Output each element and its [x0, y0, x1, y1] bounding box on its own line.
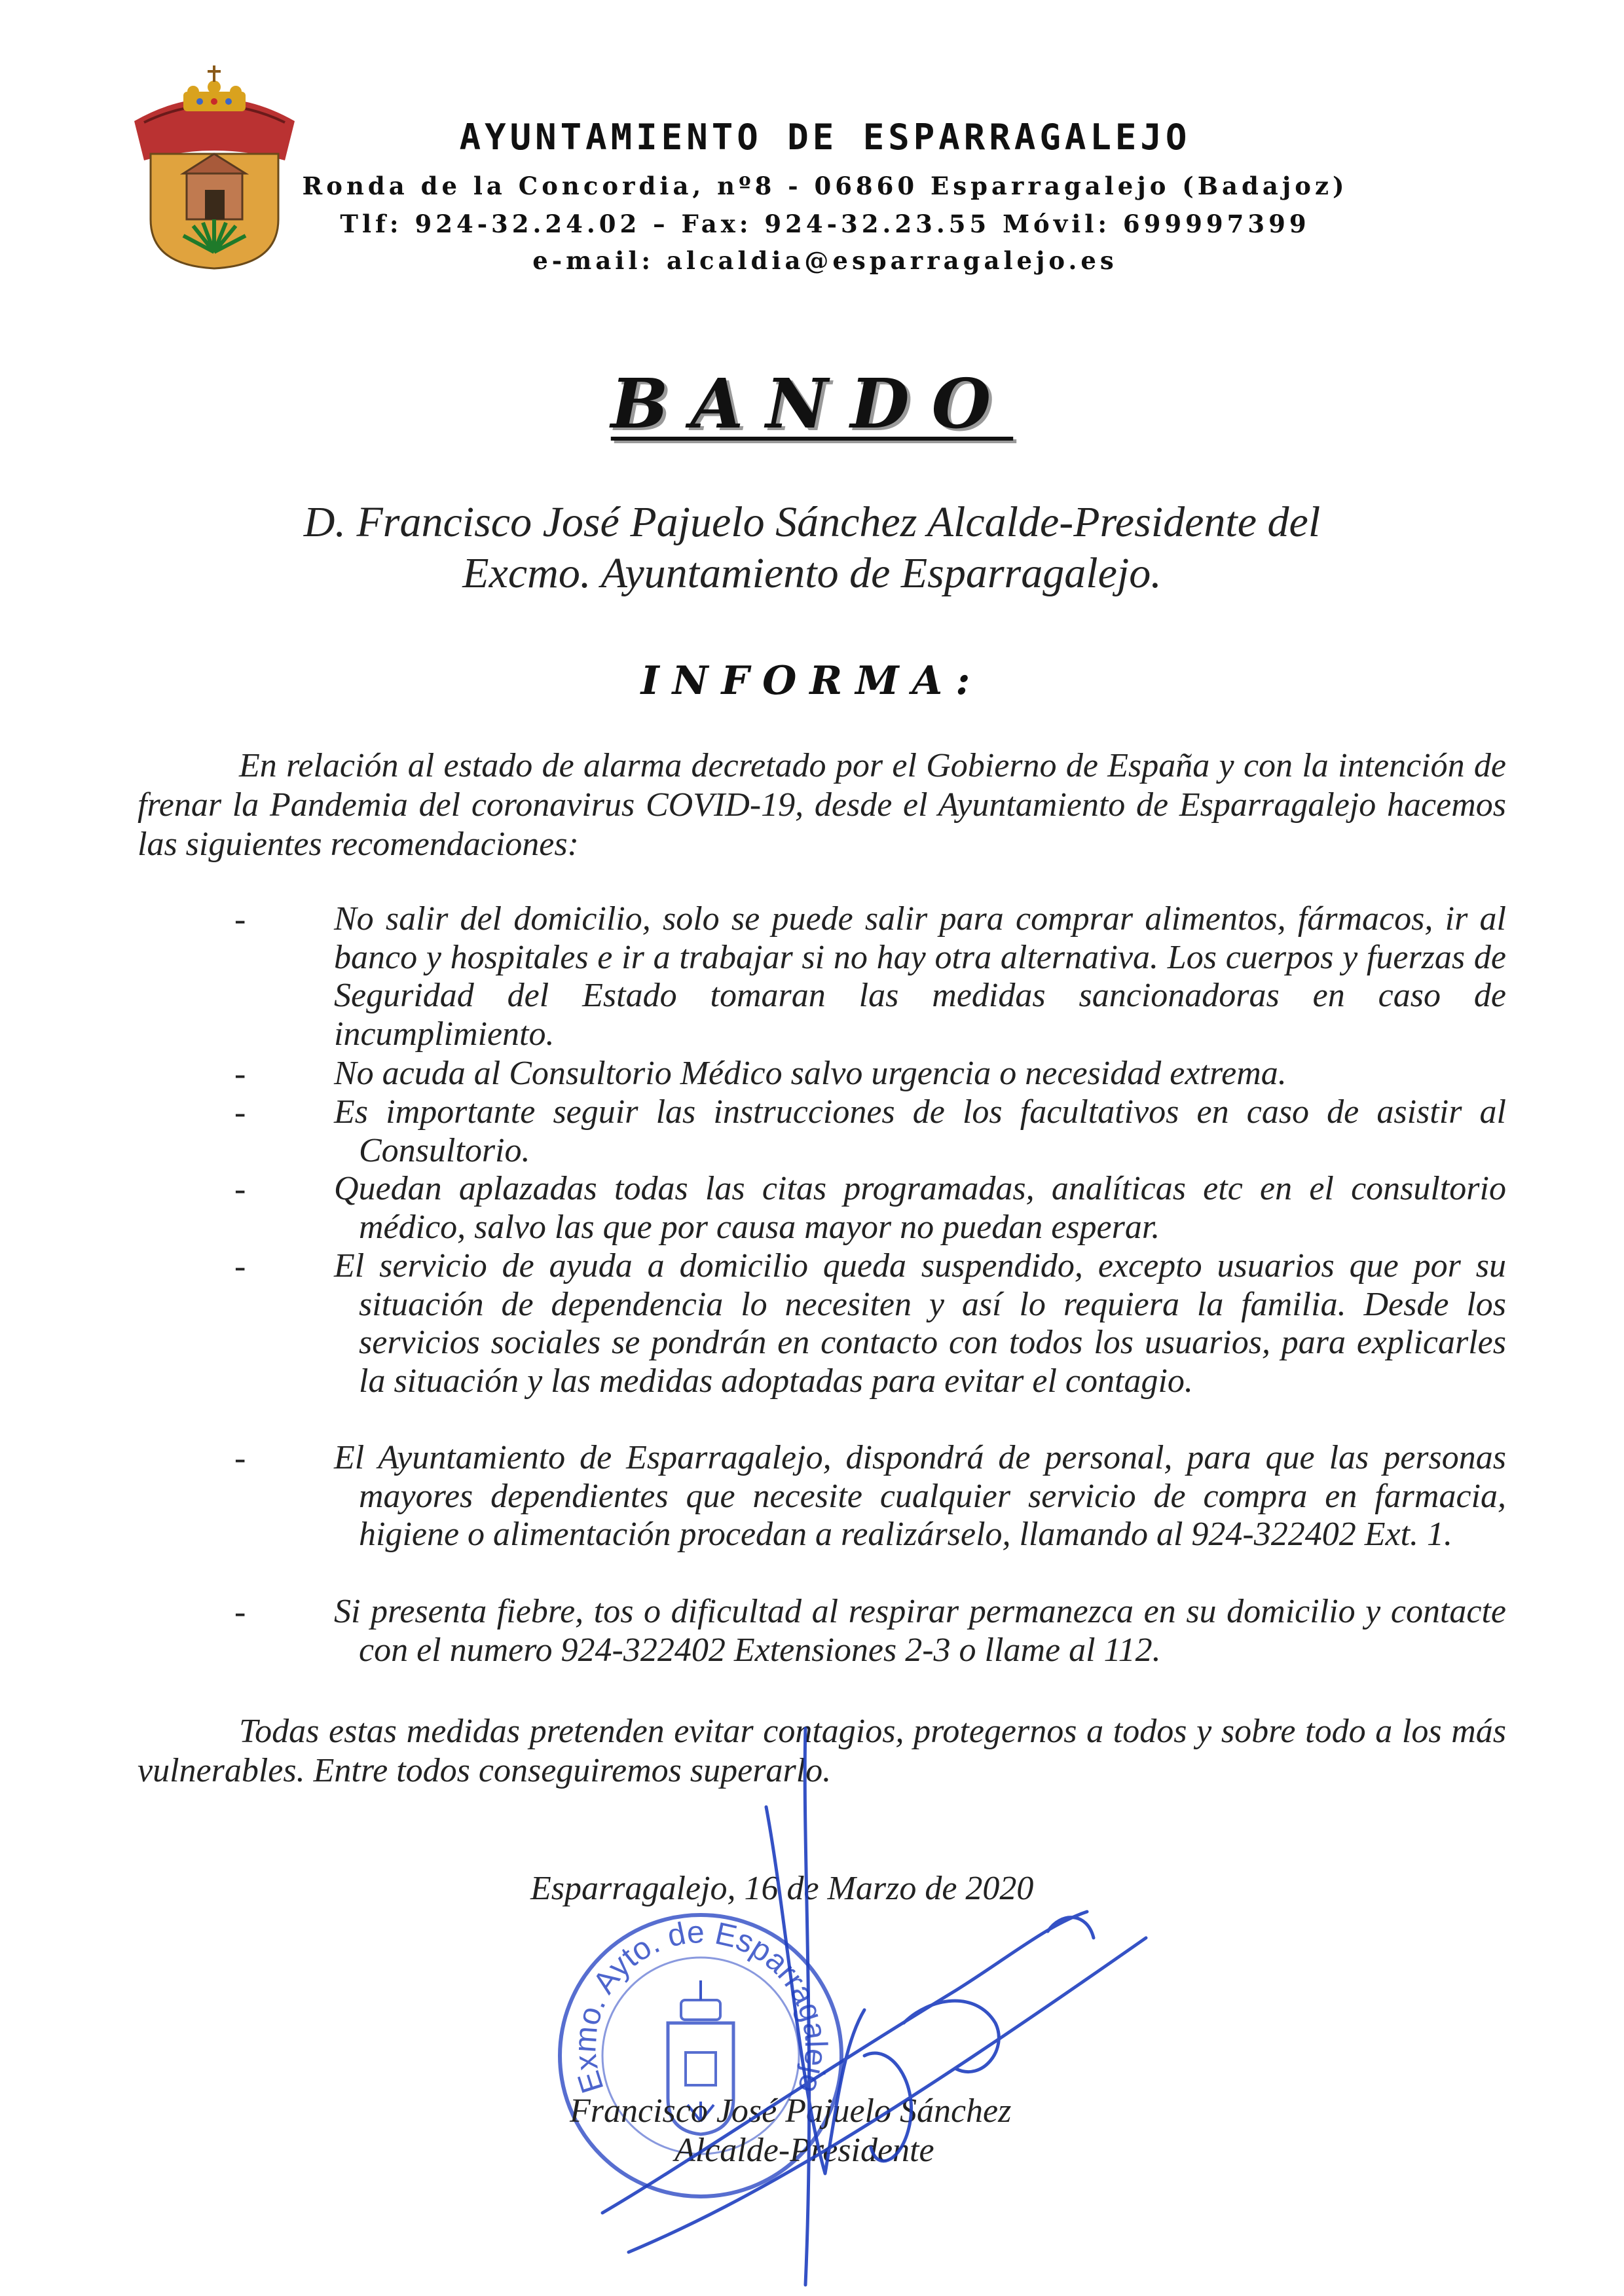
- list-item-text: Si presenta fiebre, tos o dificultad al respirar permanezca en su domicilio y contacte con el numero 924-322402 Extensiones 2-3 o llame al 112.: [334, 1593, 1506, 1669]
- list-item-text: El servicio de ayuda a domicilio queda suspendido, excepto usuarios que por su situación de dependencia lo necesiten y así lo requiera la familia. Desde los servicios sociales se pondrán en contacto con todos los usuarios, para explicarles la situación y las medidas adoptadas para evitar el contagio.: [334, 1247, 1506, 1400]
- signer-name: Francisco José Pajuelo Sánchez: [570, 2092, 1012, 2130]
- handwritten-signature-icon: [589, 1715, 1179, 2291]
- list-marker: -: [234, 1440, 246, 1477]
- coat-of-arms-icon: [121, 62, 308, 272]
- issuer-line-1: D. Francisco José Pajuelo Sánchez Alcalde-Presidente del: [303, 498, 1321, 546]
- list-marker: -: [234, 1171, 246, 1208]
- org-address: Ronda de la Concordia, nº8 - 06860 Esparragalejo (Badajoz): [302, 172, 1348, 200]
- signer-role: Alcalde-Presidente: [674, 2132, 934, 2169]
- intro-paragraph: En relación al estado de alarma decretado por el Gobierno de España y con la intención de frenar la Pandemia del coronavirus COVID-19, desde el Ayuntamiento de Esparragalejo hacemos las siguientes recomendaciones:: [138, 747, 1506, 863]
- list-marker: -: [234, 1248, 246, 1285]
- signature-date: Esparragalejo, 16 de Marzo de 2020: [530, 1870, 1034, 1907]
- list-marker: -: [234, 1594, 246, 1631]
- org-email: e-mail: alcaldia@esparragalejo.es: [532, 246, 1118, 275]
- list-item-text: Quedan aplazadas todas las citas programadas, analíticas etc en el consultorio médico, salvo las que por causa mayor no puedan esperar.: [334, 1170, 1506, 1246]
- stamp-text: Exmo. Ayto. de Esparragalejo: [568, 1914, 834, 2098]
- list-item-text: Es importante seguir las instrucciones de los facultativos en caso de asistir al Consultorio.: [334, 1093, 1506, 1169]
- list-item-text: El Ayuntamiento de Esparragalejo, dispondrá de personal, para que las personas mayores dependientes que necesite cualquier servicio de compra en farmacia, higiene o alimentación procedan a realizárselo, llamando al 924-322402 Ext. 1.: [334, 1439, 1506, 1554]
- list-item-text: No salir del domicilio, solo se puede salir para comprar alimentos, fármacos, ir al banco y hospitales e ir a trabajar si no hay otra alternativa. Los cuerpos y fuerzas de Seguridad del Estado tomaran las medidas sancionadoras en caso de incumplimiento.: [334, 900, 1506, 1053]
- org-phones: Tlf: 924-32.24.02 – Fax: 924-32.23.55 Móvil: 699997399: [340, 210, 1310, 238]
- list-marker: -: [234, 901, 246, 938]
- list-marker: -: [234, 1094, 246, 1131]
- closing-paragraph: Todas estas medidas pretenden evitar contagios, protegernos a todos y sobre todo a los más vulnerables. Entre todos conseguiremos superarlo.: [138, 1713, 1506, 1789]
- org-name: AYUNTAMIENTO DE ESPARRAGALEJO: [459, 117, 1191, 158]
- issuer-line-2: Excmo. Ayuntamiento de Esparragalejo.: [462, 549, 1162, 597]
- informa-heading: INFORMA:: [640, 658, 984, 704]
- document-title: BANDO: [610, 363, 1014, 444]
- list-marker: -: [234, 1055, 246, 1093]
- list-item-text: No acuda al Consultorio Médico salvo urgencia o necesidad extrema.: [334, 1055, 1287, 1092]
